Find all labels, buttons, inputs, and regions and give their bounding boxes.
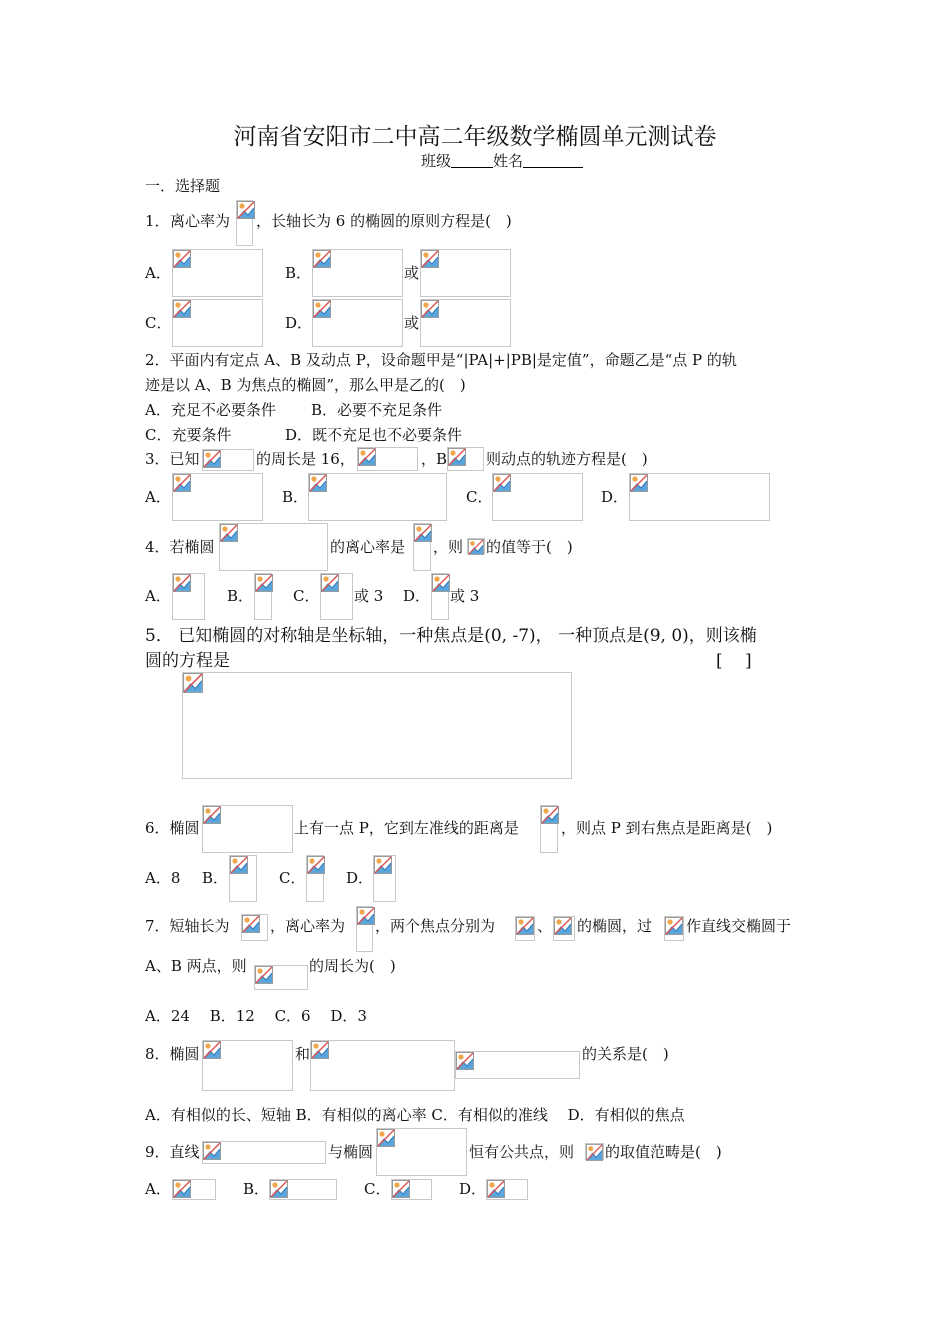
formula-image xyxy=(540,805,558,853)
q3-text-1: 3．已知 xyxy=(145,450,200,468)
formula-image xyxy=(486,1179,528,1200)
broken-image-icon xyxy=(203,1041,221,1059)
broken-image-icon xyxy=(270,1180,288,1198)
formula-image xyxy=(202,805,293,853)
formula-image xyxy=(172,573,205,620)
q2-line-2: 迹是以 A、B 为焦点的椭圆”，那么甲是乙的( ) xyxy=(145,376,466,394)
formula-image xyxy=(420,249,511,297)
broken-image-icon xyxy=(392,1180,410,1198)
q1-text-1: 离心率为 xyxy=(170,212,231,230)
q1-option-d: D． xyxy=(285,314,313,332)
formula-image xyxy=(413,523,431,571)
q9-text-4: 的取值范畴是( ) xyxy=(605,1143,722,1161)
broken-image-icon xyxy=(421,300,439,318)
q4-text-2: 的离心率是 xyxy=(330,538,406,556)
q6-text-2: 上有一点 P，它到左准线的距离是 xyxy=(294,819,519,837)
q4-text-3: ，则 xyxy=(433,538,464,556)
broken-image-icon xyxy=(220,524,238,542)
formula-image xyxy=(664,916,684,941)
broken-image-icon xyxy=(313,300,331,318)
q2-option-d: D．既不充足也不必要条件 xyxy=(285,426,463,444)
broken-image-icon xyxy=(414,524,432,542)
formula-image xyxy=(467,538,485,554)
broken-image-icon xyxy=(377,1129,395,1147)
q6-option-c: C． xyxy=(279,869,306,887)
q9-text-2: 与椭圆 xyxy=(328,1143,374,1161)
formula-image xyxy=(202,449,254,471)
formula-image xyxy=(172,473,263,521)
document-title: 河南省安阳市二中高二年级数学椭圆单元测试卷 xyxy=(233,124,717,150)
formula-image xyxy=(629,473,770,521)
q5-line-1: 5． 已知椭圆的对称轴是坐标轴，一种焦点是(0, -7)， 一种顶点是(9, 0)，则该椭 xyxy=(145,626,757,646)
q4-text-4: 的值等于( ) xyxy=(486,538,573,556)
q3-option-a: A． xyxy=(145,488,171,506)
answer-options-image xyxy=(182,672,572,779)
q4-option-a: A． xyxy=(145,587,171,605)
q7-text-4: 、 xyxy=(537,917,553,935)
formula-image xyxy=(492,473,583,521)
q4-option-d: D． xyxy=(403,587,431,605)
q7-text-1: 7．短轴长为 xyxy=(145,917,230,935)
q7-text-7: A、B 两点，则 xyxy=(145,957,247,975)
formula-image xyxy=(219,523,328,571)
q2-option-b: B．必要不充足条件 xyxy=(311,401,443,419)
formula-image xyxy=(229,855,257,902)
formula-image xyxy=(391,1179,432,1200)
formula-image xyxy=(356,906,373,952)
broken-image-icon xyxy=(493,474,511,492)
q1-or-2: 或 xyxy=(404,314,420,332)
formula-image xyxy=(320,573,353,620)
q9-option-b: B． xyxy=(243,1180,270,1198)
formula-image xyxy=(269,1179,337,1200)
q3-text-4: 则动点的轨迹方程是( ) xyxy=(486,450,648,468)
broken-image-icon xyxy=(237,201,255,219)
q3-option-d: D． xyxy=(601,488,629,506)
formula-image xyxy=(515,916,535,941)
broken-image-icon xyxy=(541,806,559,824)
class-label: 班级 xyxy=(421,152,452,170)
broken-image-icon xyxy=(255,574,273,592)
broken-image-icon xyxy=(456,1052,474,1070)
broken-image-icon xyxy=(358,448,376,466)
broken-image-icon xyxy=(173,474,191,492)
formula-image xyxy=(172,1179,216,1200)
formula-image xyxy=(236,200,253,246)
broken-image-icon xyxy=(173,250,191,268)
formula-image xyxy=(553,916,575,941)
formula-image xyxy=(312,249,403,297)
q6-text-3: ，则点 P 到右焦点是距离是( ) xyxy=(561,819,773,837)
q2-option-c: C．充要条件 xyxy=(145,426,232,444)
formula-image xyxy=(455,1051,580,1079)
formula-image xyxy=(420,299,511,347)
q7-text-3: ，两个焦点分别为 xyxy=(375,917,496,935)
formula-image xyxy=(357,447,418,471)
q1-option-b: B． xyxy=(285,264,312,282)
formula-image xyxy=(254,965,308,990)
formula-image xyxy=(312,299,403,347)
broken-image-icon xyxy=(421,250,439,268)
formula-image xyxy=(202,1141,326,1164)
q1-number: 1． xyxy=(145,212,170,230)
broken-image-icon xyxy=(173,1180,191,1198)
class-name-line xyxy=(421,153,583,169)
q5-bracket: [ ] xyxy=(716,651,752,671)
class-blank[interactable] xyxy=(451,153,493,168)
q3-text-3: ，B xyxy=(421,450,448,468)
broken-image-icon xyxy=(242,915,260,933)
q8-text-3: 的关系是( ) xyxy=(582,1045,669,1063)
broken-image-icon xyxy=(255,966,273,984)
q1-text-2: ，长轴长为 6 的椭圆的原则方程是( ) xyxy=(256,212,512,230)
broken-image-icon xyxy=(665,917,683,935)
q6-option-b: B． xyxy=(202,869,229,887)
q6-option-d: D． xyxy=(346,869,374,887)
q9-option-d: D． xyxy=(459,1180,487,1198)
formula-image xyxy=(202,1040,293,1091)
broken-image-icon xyxy=(448,448,466,466)
broken-image-icon xyxy=(374,856,392,874)
q9-option-c: C． xyxy=(364,1180,391,1198)
q7-options: A．24 B．12 C．6 D．3 xyxy=(145,1007,367,1025)
q7-text-2: ，离心率为 xyxy=(270,917,346,935)
broken-image-icon xyxy=(307,856,325,874)
formula-image xyxy=(172,299,263,347)
q9-text-1: 9．直线 xyxy=(145,1143,200,1161)
q7-text-6: 作直线交椭圆于 xyxy=(686,917,792,935)
broken-image-icon xyxy=(554,917,572,935)
q8-options: A．有相似的长、短轴 B．有相似的离心率 C．有相似的准线 D．有相似的焦点 xyxy=(145,1106,685,1124)
formula-image xyxy=(431,573,449,620)
formula-image xyxy=(376,1128,467,1176)
broken-image-icon xyxy=(173,574,191,592)
q7-text-8: 的周长为( ) xyxy=(309,957,396,975)
q2-line-1: 2．平面内有定点 A、B 及动点 P，设命题甲是“|PA|+|PB|是定值”，命题乙是“点 P 的轨 xyxy=(145,351,737,369)
name-label: 姓名 xyxy=(493,152,524,170)
broken-image-icon xyxy=(311,1041,329,1059)
broken-image-icon xyxy=(203,806,221,824)
section-heading: 一．选择题 xyxy=(145,177,221,195)
q4-option-c: C． xyxy=(293,587,320,605)
broken-image-icon xyxy=(357,907,375,925)
q1-option-c: C． xyxy=(145,314,172,332)
broken-image-icon xyxy=(468,539,484,555)
broken-image-icon xyxy=(230,856,248,874)
broken-image-icon xyxy=(487,1180,505,1198)
formula-image xyxy=(306,855,324,902)
broken-image-icon xyxy=(432,574,450,592)
broken-image-icon xyxy=(321,574,339,592)
q1-option-a: A． xyxy=(145,264,171,282)
q4-option-c-or3: 或 3 xyxy=(354,587,384,605)
broken-image-icon xyxy=(183,673,203,693)
broken-image-icon xyxy=(586,1144,603,1161)
broken-image-icon xyxy=(630,474,648,492)
broken-image-icon xyxy=(313,250,331,268)
q3-option-c: C． xyxy=(466,488,493,506)
formula-image xyxy=(254,573,272,620)
formula-image xyxy=(241,914,268,941)
name-blank[interactable] xyxy=(523,153,583,168)
q4-option-b: B． xyxy=(227,587,254,605)
formula-image xyxy=(373,855,396,902)
formula-image xyxy=(308,473,447,521)
broken-image-icon xyxy=(203,450,221,468)
q6-text-1: 6．椭圆 xyxy=(145,819,200,837)
q9-text-3: 恒有公共点，则 xyxy=(469,1143,575,1161)
q5-line-2: 圆的方程是 xyxy=(145,651,230,671)
q2-option-a: A．充足不必要条件 xyxy=(145,401,276,419)
q4-text-1: 4．若椭圆 xyxy=(145,538,215,556)
broken-image-icon xyxy=(203,1142,221,1160)
broken-image-icon xyxy=(516,917,534,935)
formula-image xyxy=(172,249,263,297)
formula-image xyxy=(310,1040,455,1091)
q8-text-2: 和 xyxy=(295,1045,311,1063)
q6-option-a: A．8 xyxy=(145,869,181,887)
q3-text-2: 的周长是 16， xyxy=(256,450,355,468)
q4-option-d-or3: 或 3 xyxy=(450,587,480,605)
broken-image-icon xyxy=(309,474,327,492)
q9-option-a: A． xyxy=(145,1180,171,1198)
formula-image xyxy=(585,1143,604,1160)
formula-image xyxy=(447,447,484,471)
q1-or-1: 或 xyxy=(404,264,420,282)
q3-option-b: B． xyxy=(282,488,309,506)
q7-text-5: 的椭圆，过 xyxy=(577,917,653,935)
broken-image-icon xyxy=(173,300,191,318)
q8-text-1: 8．椭圆 xyxy=(145,1045,200,1063)
